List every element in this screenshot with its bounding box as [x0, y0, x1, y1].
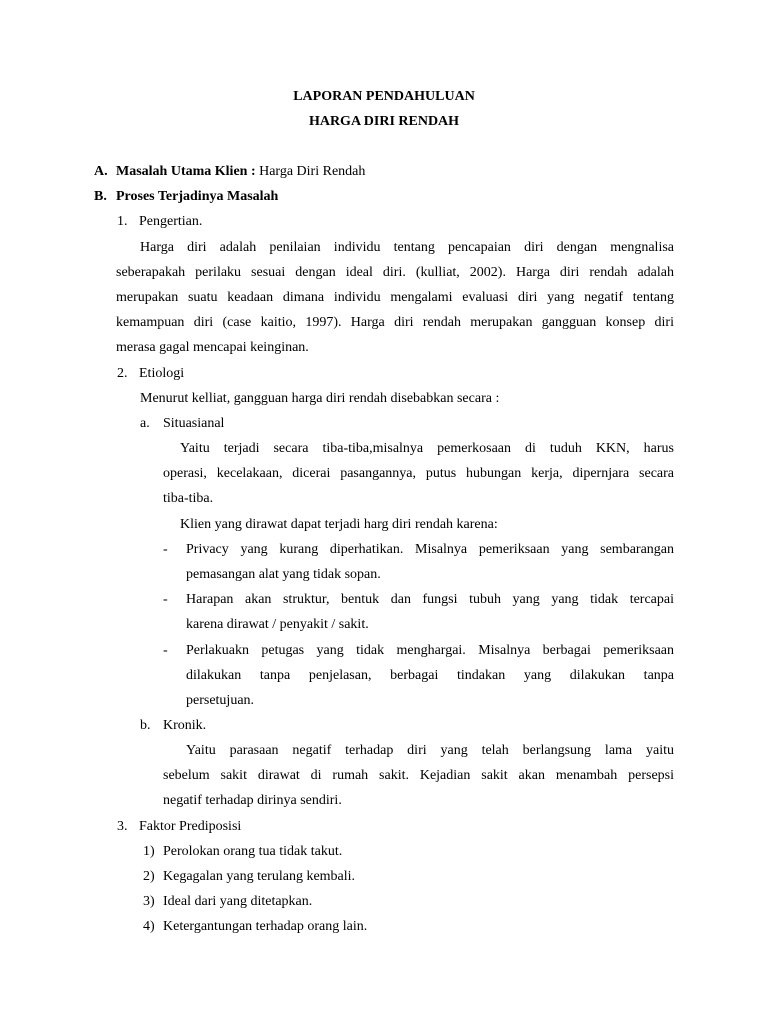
faktor-heading: Faktor Prediposisi — [139, 819, 242, 834]
situasional-heading: Situasianal — [163, 416, 225, 431]
kronik-line-2: sebelum sakit dirawat di rumah sakit. Kejadian sakit akan menambah persepsi — [163, 768, 674, 783]
faktor-item-number: 1) — [143, 844, 155, 859]
etiologi-heading: Etiologi — [139, 366, 185, 381]
faktor-item-number: 3) — [143, 894, 155, 909]
bullet-2-line-1: Harapan akan struktur, bentuk dan fungsi tubuh yang yang tidak tercapai — [186, 592, 674, 607]
faktor-number: 3. — [117, 819, 128, 834]
section-a-marker: A. — [94, 164, 108, 179]
faktor-item-text: Kegagalan yang terulang kembali. — [163, 869, 356, 884]
bullet-2-line-2: karena dirawat / penyakit / sakit. — [186, 617, 369, 632]
section-a-label: Masalah Utama Klien : — [116, 164, 256, 179]
situasional-marker: a. — [140, 416, 150, 431]
section-b-label: Proses Terjadinya Masalah — [116, 189, 279, 204]
bullet-dash-2: - — [163, 592, 168, 607]
bullet-dash-1: - — [163, 542, 168, 557]
faktor-item-number: 4) — [143, 919, 155, 934]
bullet-dash-3: - — [163, 643, 168, 658]
kronik-line-1: Yaitu parasaan negatif terhadap diri yang telah berlangsung lama yaitu — [186, 743, 674, 758]
faktor-item-number: 2) — [143, 869, 155, 884]
pengertian-line-1: Harga diri adalah penilaian individu tentang pencapaian diri dengan mengnalisa — [140, 240, 674, 255]
bullet-3-line-3: persetujuan. — [186, 693, 255, 708]
bullet-3-line-2: dilakukan tanpa penjelasan, berbagai tindakan yang dilakukan tanpa — [186, 668, 674, 683]
pengertian-line-4: kemampuan diri (case kaitio, 1997). Harga diri rendah merupakan gangguan konsep diri — [116, 315, 674, 330]
section-a-value: Harga Diri Rendah — [259, 164, 366, 179]
section-a-line — [116, 163, 365, 181]
bullet-3-line-1: Perlakuakn petugas yang tidak menghargai. Misalnya berbagai pemeriksaan — [186, 643, 674, 658]
etiologi-intro: Menurut kelliat, gangguan harga diri rendah disebabkan secara : — [140, 391, 500, 406]
document-title-line-2: HARGA DIRI RENDAH — [308, 114, 460, 129]
section-b-marker: B. — [94, 189, 107, 204]
pengertian-line-5: merasa gagal mencapai keinginan. — [116, 340, 309, 355]
pengertian-line-3: merupakan suatu keadaan dimana individu mengalami evaluasi diri yang negatif tentang — [116, 290, 674, 305]
kronik-marker: b. — [140, 718, 151, 733]
kronik-heading: Kronik. — [163, 718, 207, 733]
pengertian-line-2: seberapakah perilaku sesuai dengan ideal diri. (kulliat, 2002). Harga diri rendah adalah — [116, 265, 674, 280]
faktor-item-text: Perolokan orang tua tidak takut. — [163, 844, 343, 859]
situasional-line-3: tiba-tiba. — [163, 491, 214, 506]
situasional-klien-text: Klien yang dirawat dapat terjadi harg diri rendah karena: — [180, 517, 498, 532]
pengertian-heading: Pengertian. — [139, 214, 203, 229]
document-title-line-1: LAPORAN PENDAHULUAN — [293, 89, 475, 104]
bullet-1-line-1: Privacy yang kurang diperhatikan. Misalnya pemeriksaan yang sembarangan — [186, 542, 674, 557]
situasional-line-1: Yaitu terjadi secara tiba-tiba,misalnya pemerkosaan di tuduh KKN, harus — [180, 441, 674, 456]
pengertian-number: 1. — [117, 214, 128, 229]
kronik-line-3: negatif terhadap dirinya sendiri. — [163, 793, 342, 808]
etiologi-number: 2. — [117, 366, 128, 381]
bullet-1-line-2: pemasangan alat yang tidak sopan. — [186, 567, 381, 582]
faktor-item-text: Ideal dari yang ditetapkan. — [163, 894, 313, 909]
situasional-line-2: operasi, kecelakaan, dicerai pasangannya, putus hubungan kerja, dipernjara secara — [163, 466, 674, 481]
faktor-item-text: Ketergantungan terhadap orang lain. — [163, 919, 368, 934]
